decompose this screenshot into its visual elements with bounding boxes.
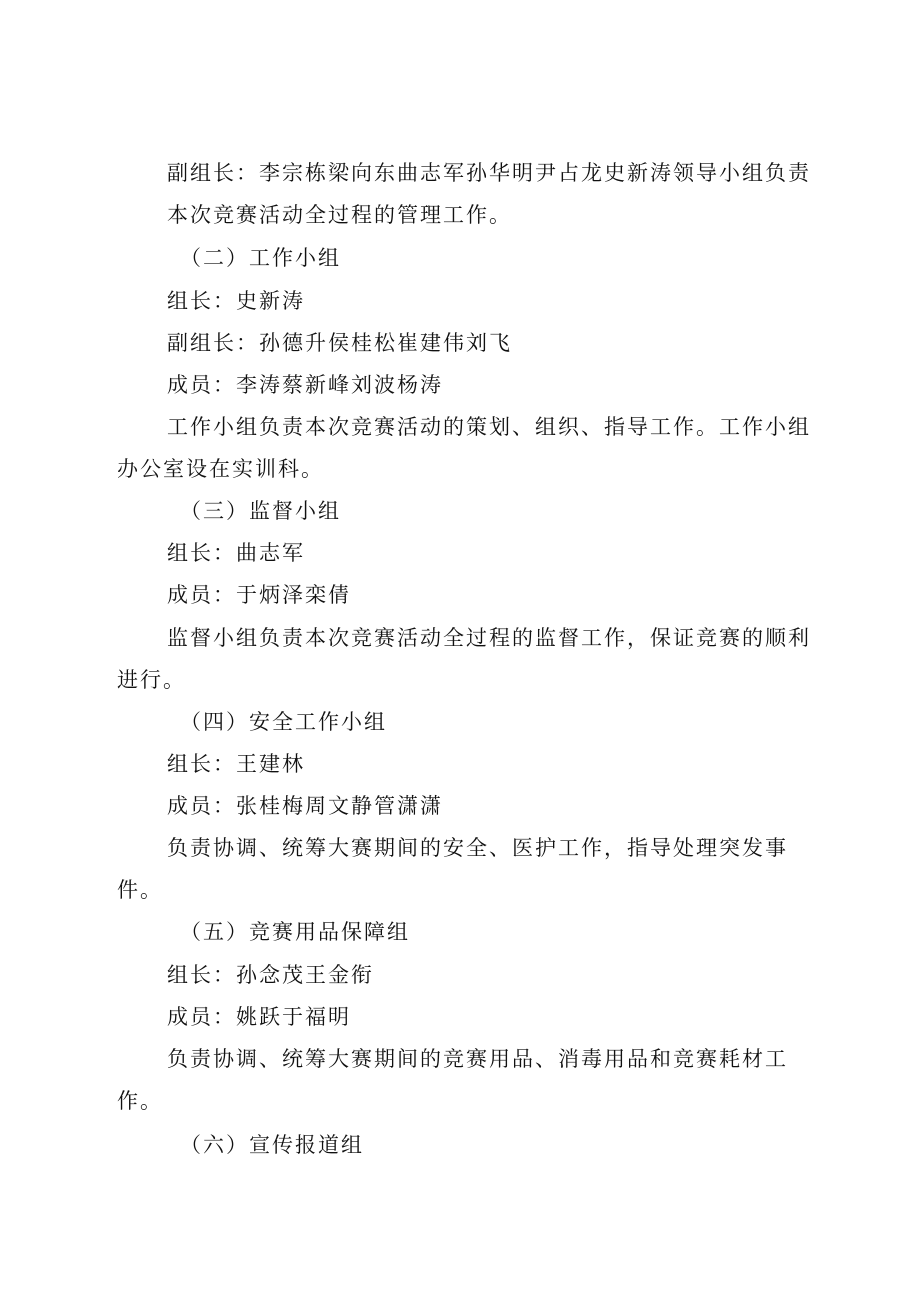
section-heading-safety-group: （四）安全工作小组 xyxy=(180,710,387,734)
text-line-safety-leader: 组长：王建林 xyxy=(167,752,305,776)
text-line-vice-leaders: 副组长：李宗栋梁向东曲志军孙华明尹占龙史新涛领导小组负责 xyxy=(167,161,811,185)
text-line-work-leader: 组长：史新涛 xyxy=(167,289,305,313)
text-line-supplies-duty-cont: 作。 xyxy=(117,1089,163,1113)
text-line-work-vice-leaders: 副组长：孙德升侯桂松崔建伟刘飞 xyxy=(167,331,512,355)
section-heading-supervision-group: （三）监督小组 xyxy=(180,499,341,523)
text-line-leadership-duty: 本次竞赛活动全过程的管理工作。 xyxy=(167,203,512,227)
text-line-safety-members: 成员：张桂梅周文静管潇潇 xyxy=(167,794,443,818)
text-line-supervision-duty-cont: 进行。 xyxy=(117,668,186,692)
section-heading-work-group: （二）工作小组 xyxy=(180,246,341,270)
text-line-supplies-leaders: 组长：孙念茂王金衔 xyxy=(167,963,374,987)
section-heading-publicity-group: （六）宣传报道组 xyxy=(180,1133,364,1157)
text-line-work-members: 成员：李涛蔡新峰刘波杨涛 xyxy=(167,373,443,397)
text-line-safety-duty: 负责协调、统筹大赛期间的安全、医护工作，指导处理突发事 xyxy=(167,836,788,860)
text-line-supplies-duty: 负责协调、统筹大赛期间的竞赛用品、消毒用品和竞赛耗材工 xyxy=(167,1047,788,1071)
text-line-supplies-members: 成员：姚跃于福明 xyxy=(167,1005,351,1029)
text-line-supervision-duty: 监督小组负责本次竞赛活动全过程的监督工作，保证竞赛的顺利 xyxy=(167,626,811,650)
text-line-work-office: 办公室设在实训科。 xyxy=(117,457,324,481)
text-line-safety-duty-cont: 件。 xyxy=(117,878,163,902)
section-heading-supplies-group: （五）竞赛用品保障组 xyxy=(180,920,410,944)
text-line-work-duty: 工作小组负责本次竞赛活动的策划、组织、指导工作。工作小组 xyxy=(167,415,811,439)
text-line-supervision-members: 成员：于炳泽栾倩 xyxy=(167,583,351,607)
text-line-supervision-leader: 组长：曲志军 xyxy=(167,541,305,565)
